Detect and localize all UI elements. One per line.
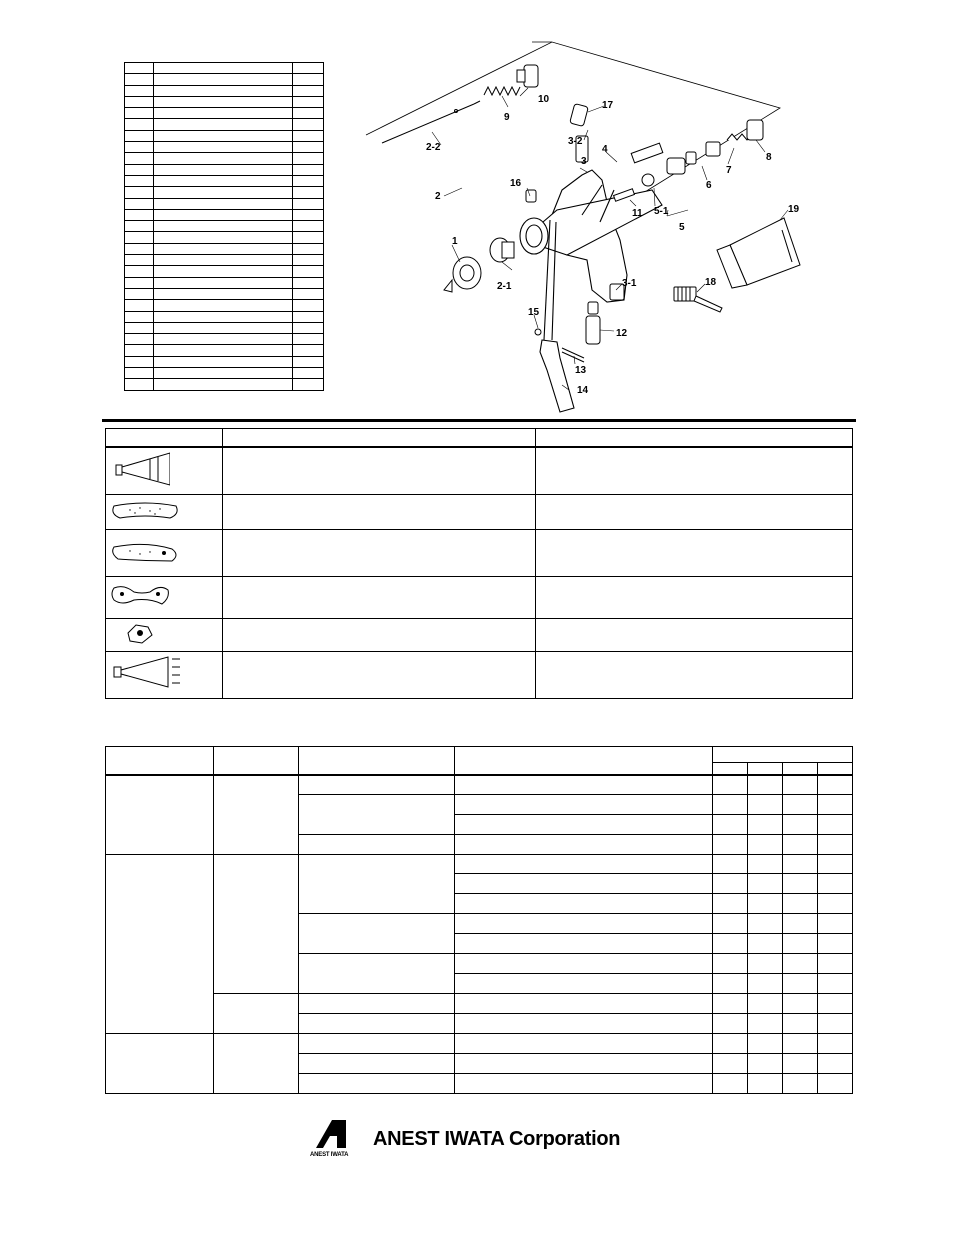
parts-list-row — [125, 300, 324, 311]
exploded-parts-diagram — [352, 40, 852, 420]
label-13: 13 — [575, 365, 587, 376]
split-pattern-icon — [110, 582, 170, 608]
parts-list-row — [125, 175, 324, 186]
troubleshooting-table — [105, 746, 853, 1094]
logo-wordmark: ANEST IWATA — [310, 1152, 349, 1158]
screw-icon — [535, 329, 541, 335]
label-10: 10 — [538, 94, 550, 105]
table-row — [106, 447, 853, 495]
label-9: 9 — [504, 112, 510, 123]
needle-icon — [382, 101, 480, 143]
label-4: 4 — [602, 144, 608, 155]
company-name: ANEST IWATA Corporation — [373, 1128, 621, 1150]
parts-list-row — [125, 209, 324, 220]
label-15: 15 — [528, 307, 540, 318]
parts-list-row — [125, 232, 324, 243]
parts-list-row — [125, 345, 324, 356]
label-5: 5 — [679, 222, 685, 233]
parts-list-row — [125, 243, 324, 254]
parts-list-row — [125, 63, 324, 74]
pin-icon — [562, 348, 584, 362]
label-1: 1 — [452, 236, 458, 247]
heavy-end-pattern-icon — [110, 537, 180, 565]
full-pattern-icon — [110, 498, 180, 522]
parts-list-row — [125, 198, 324, 209]
label-3: 3 — [581, 156, 587, 167]
label-8: 8 — [766, 152, 772, 163]
table-row — [106, 619, 853, 652]
manual-icon — [717, 218, 800, 288]
label-2-2: 2-2 — [426, 142, 441, 153]
parts-list-row — [125, 96, 324, 107]
label-16: 16 — [510, 178, 522, 189]
label-3-2: 3-2 — [568, 136, 583, 147]
parts-list-row — [125, 277, 324, 288]
label-5-1: 5-1 — [654, 206, 669, 217]
table-header-row — [106, 429, 853, 448]
table-row — [106, 652, 853, 699]
spray-fan-icon — [110, 653, 182, 693]
label-11: 11 — [632, 208, 643, 219]
table-row — [106, 775, 853, 795]
spring-icon — [484, 87, 520, 95]
label-18: 18 — [705, 277, 717, 288]
spray-pattern-table — [105, 428, 853, 699]
parts-list-table — [124, 62, 324, 391]
parts-list-row — [125, 322, 324, 333]
label-2: 2 — [435, 191, 441, 202]
parts-list-row — [125, 288, 324, 299]
label-12: 12 — [616, 328, 628, 339]
table-row — [106, 530, 853, 577]
table-row — [106, 1034, 853, 1054]
parts-list-row — [125, 153, 324, 164]
parts-list-row — [125, 74, 324, 85]
section-divider — [102, 419, 856, 422]
parts-list-row — [125, 142, 324, 153]
parts-list-row — [125, 379, 324, 390]
spray-cone-icon — [110, 451, 170, 487]
air-valve-icon — [586, 302, 600, 344]
label-14: 14 — [577, 385, 589, 396]
parts-list-row — [125, 334, 324, 345]
label-19: 19 — [788, 204, 800, 215]
table-row — [106, 495, 853, 530]
label-17: 17 — [602, 100, 614, 111]
center-heavy-pattern-icon — [122, 621, 172, 645]
label-2-1: 2-1 — [497, 281, 512, 292]
parts-list-row — [125, 85, 324, 96]
nozzle-icon — [490, 238, 514, 262]
label-7: 7 — [726, 165, 732, 176]
table-row — [106, 855, 853, 874]
parts-list-row — [125, 266, 324, 277]
knob-icon — [517, 65, 538, 87]
gun-body-icon — [520, 170, 662, 302]
parts-list-row — [125, 311, 324, 322]
label-3-1: 3-1 — [622, 278, 637, 289]
label-6: 6 — [706, 180, 712, 191]
parts-list-row — [125, 368, 324, 379]
parts-list-row — [125, 108, 324, 119]
parts-list-row — [125, 221, 324, 232]
table-row — [106, 577, 853, 619]
parts-list-row — [125, 187, 324, 198]
air-cap-icon — [444, 257, 481, 292]
parts-list-row — [125, 164, 324, 175]
parts-list-row — [125, 356, 324, 367]
table-header-row — [106, 747, 853, 763]
table-row — [106, 994, 853, 1014]
parts-list-row — [125, 255, 324, 266]
parts-list-row — [125, 119, 324, 130]
parts-list-row — [125, 130, 324, 141]
